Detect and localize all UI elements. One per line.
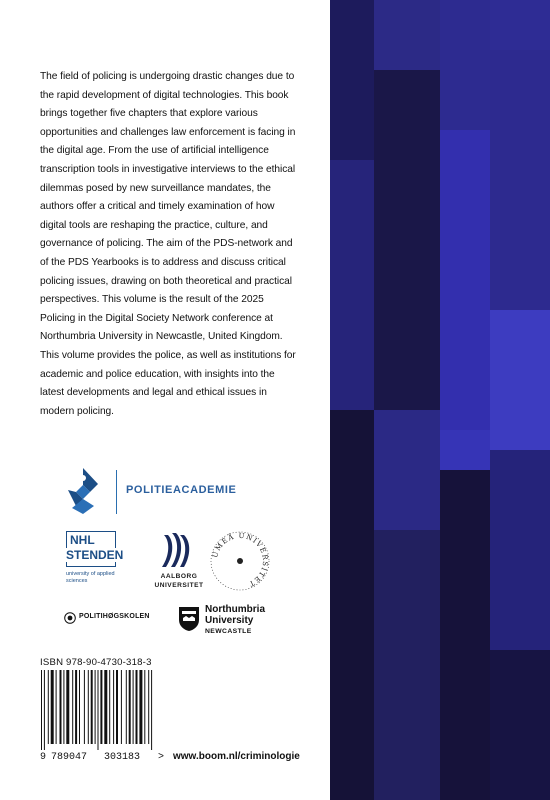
barcode-bar (72, 670, 73, 744)
barcode-bar (60, 670, 62, 744)
barcode-quiet-zone-marker: > (158, 752, 165, 763)
northumbria-wordmark-line1: Northumbria (205, 604, 265, 615)
barcode-bar (129, 670, 131, 744)
barcode-bar (144, 670, 145, 744)
barcode-bar (136, 670, 138, 744)
barcode-bar (79, 670, 80, 744)
nhl-stenden-logo (66, 531, 124, 589)
barcode-bar (104, 670, 107, 744)
barcode-bar (56, 670, 57, 744)
barcode-bar (113, 670, 114, 744)
barcode-bar (41, 670, 42, 750)
politihogskolen-wordmark: POLITIHØGSKOLEN (79, 613, 150, 620)
politihogskolen-logo (64, 611, 164, 627)
barcode-digit-group-left: 789047 (51, 752, 88, 763)
northumbria-wordmark-line2: University (205, 615, 254, 626)
aalborg-wordmark-line1: AALBORG (160, 573, 198, 580)
barcode-bar (148, 670, 149, 744)
logo-divider (116, 470, 117, 514)
politieacademie-wordmark: POLITIEACADEMIE (126, 484, 237, 496)
barcode-bar (91, 670, 93, 744)
aalborg-university-logo (150, 531, 208, 593)
barcode-bar (100, 670, 102, 744)
nhl-subtitle: university of applied sciences (66, 571, 115, 584)
barcode-bar (121, 670, 122, 744)
barcode-bar (51, 670, 54, 744)
nhl-wordmark-line2: STENDEN (66, 548, 124, 562)
umea-university-seal (208, 529, 272, 593)
barcode-bar (151, 670, 152, 750)
umea-seal-center-icon (237, 558, 243, 564)
barcode-bar (88, 670, 89, 744)
decorative-stripes (330, 0, 550, 800)
northumbria-university-logo (178, 604, 288, 640)
barcode-bar (66, 670, 69, 744)
barcode-bar (75, 670, 77, 744)
aalborg-wordmark-line2: UNIVERSITET (154, 582, 204, 589)
barcode-bar (98, 670, 99, 750)
barcode-bar (133, 670, 134, 744)
northumbria-shield-icon (178, 606, 200, 632)
aalborg-waves-icon (156, 531, 198, 569)
barcode-bar (48, 670, 49, 744)
umea-seal-text: UMEÅ UNIVERSITET (211, 531, 270, 589)
barcode-bar (116, 670, 118, 744)
politieacademie-emblem-icon (64, 466, 102, 516)
barcode-bar (126, 670, 127, 744)
stripes-graphic (330, 0, 550, 800)
barcode-digit-group-right: 303183 (104, 752, 141, 763)
nhl-wordmark-line1: NHL (70, 533, 95, 547)
northumbria-wordmark-line3: NEWCASTLE (205, 628, 252, 635)
barcode-digits (40, 752, 170, 766)
politihogskolen-crest-icon (64, 612, 76, 624)
politieacademie-logo (64, 466, 264, 518)
barcode-bar (109, 670, 110, 744)
barcode-digit-prefix: 9 (40, 752, 47, 763)
barcode-bar (63, 670, 64, 744)
book-description: The field of policing is undergoing drastic changes due to the rapid development of digital technologies. This book brings together five chapters that explore various opportunities and challenges law enforcement is facing in the digital age. From the use of artificial intelligence transcription tools in investigative interviews to the ethical dilemmas posed by new surveillance mandates, the authors offer a critical and timely examination of how digital tools are reshaping the practice, culture, and governance of policing. The aim of the PDS-network and of the PDS Yearbooks is to address and discuss critical policing issues, drawing on both theoretical and practical perspectives. This volume is the result of the 2025 Policing in the Digital Society Network conference at Northumbria University in Newcastle, United Kingdom. This volume provides the police, as well as institutions for academic and police education, with insights into the latest developments and legal and ethical issues in modern policing. (40, 71, 296, 417)
barcode-bar (84, 670, 85, 744)
publisher-url: www.boom.nl/criminologie (173, 751, 300, 762)
isbn-number: ISBN 978-90-4730-318-3 (40, 657, 152, 668)
barcode-bar (139, 670, 142, 744)
barcode-bar (44, 670, 45, 750)
isbn-barcode (40, 670, 166, 750)
barcode-bar (95, 670, 96, 744)
